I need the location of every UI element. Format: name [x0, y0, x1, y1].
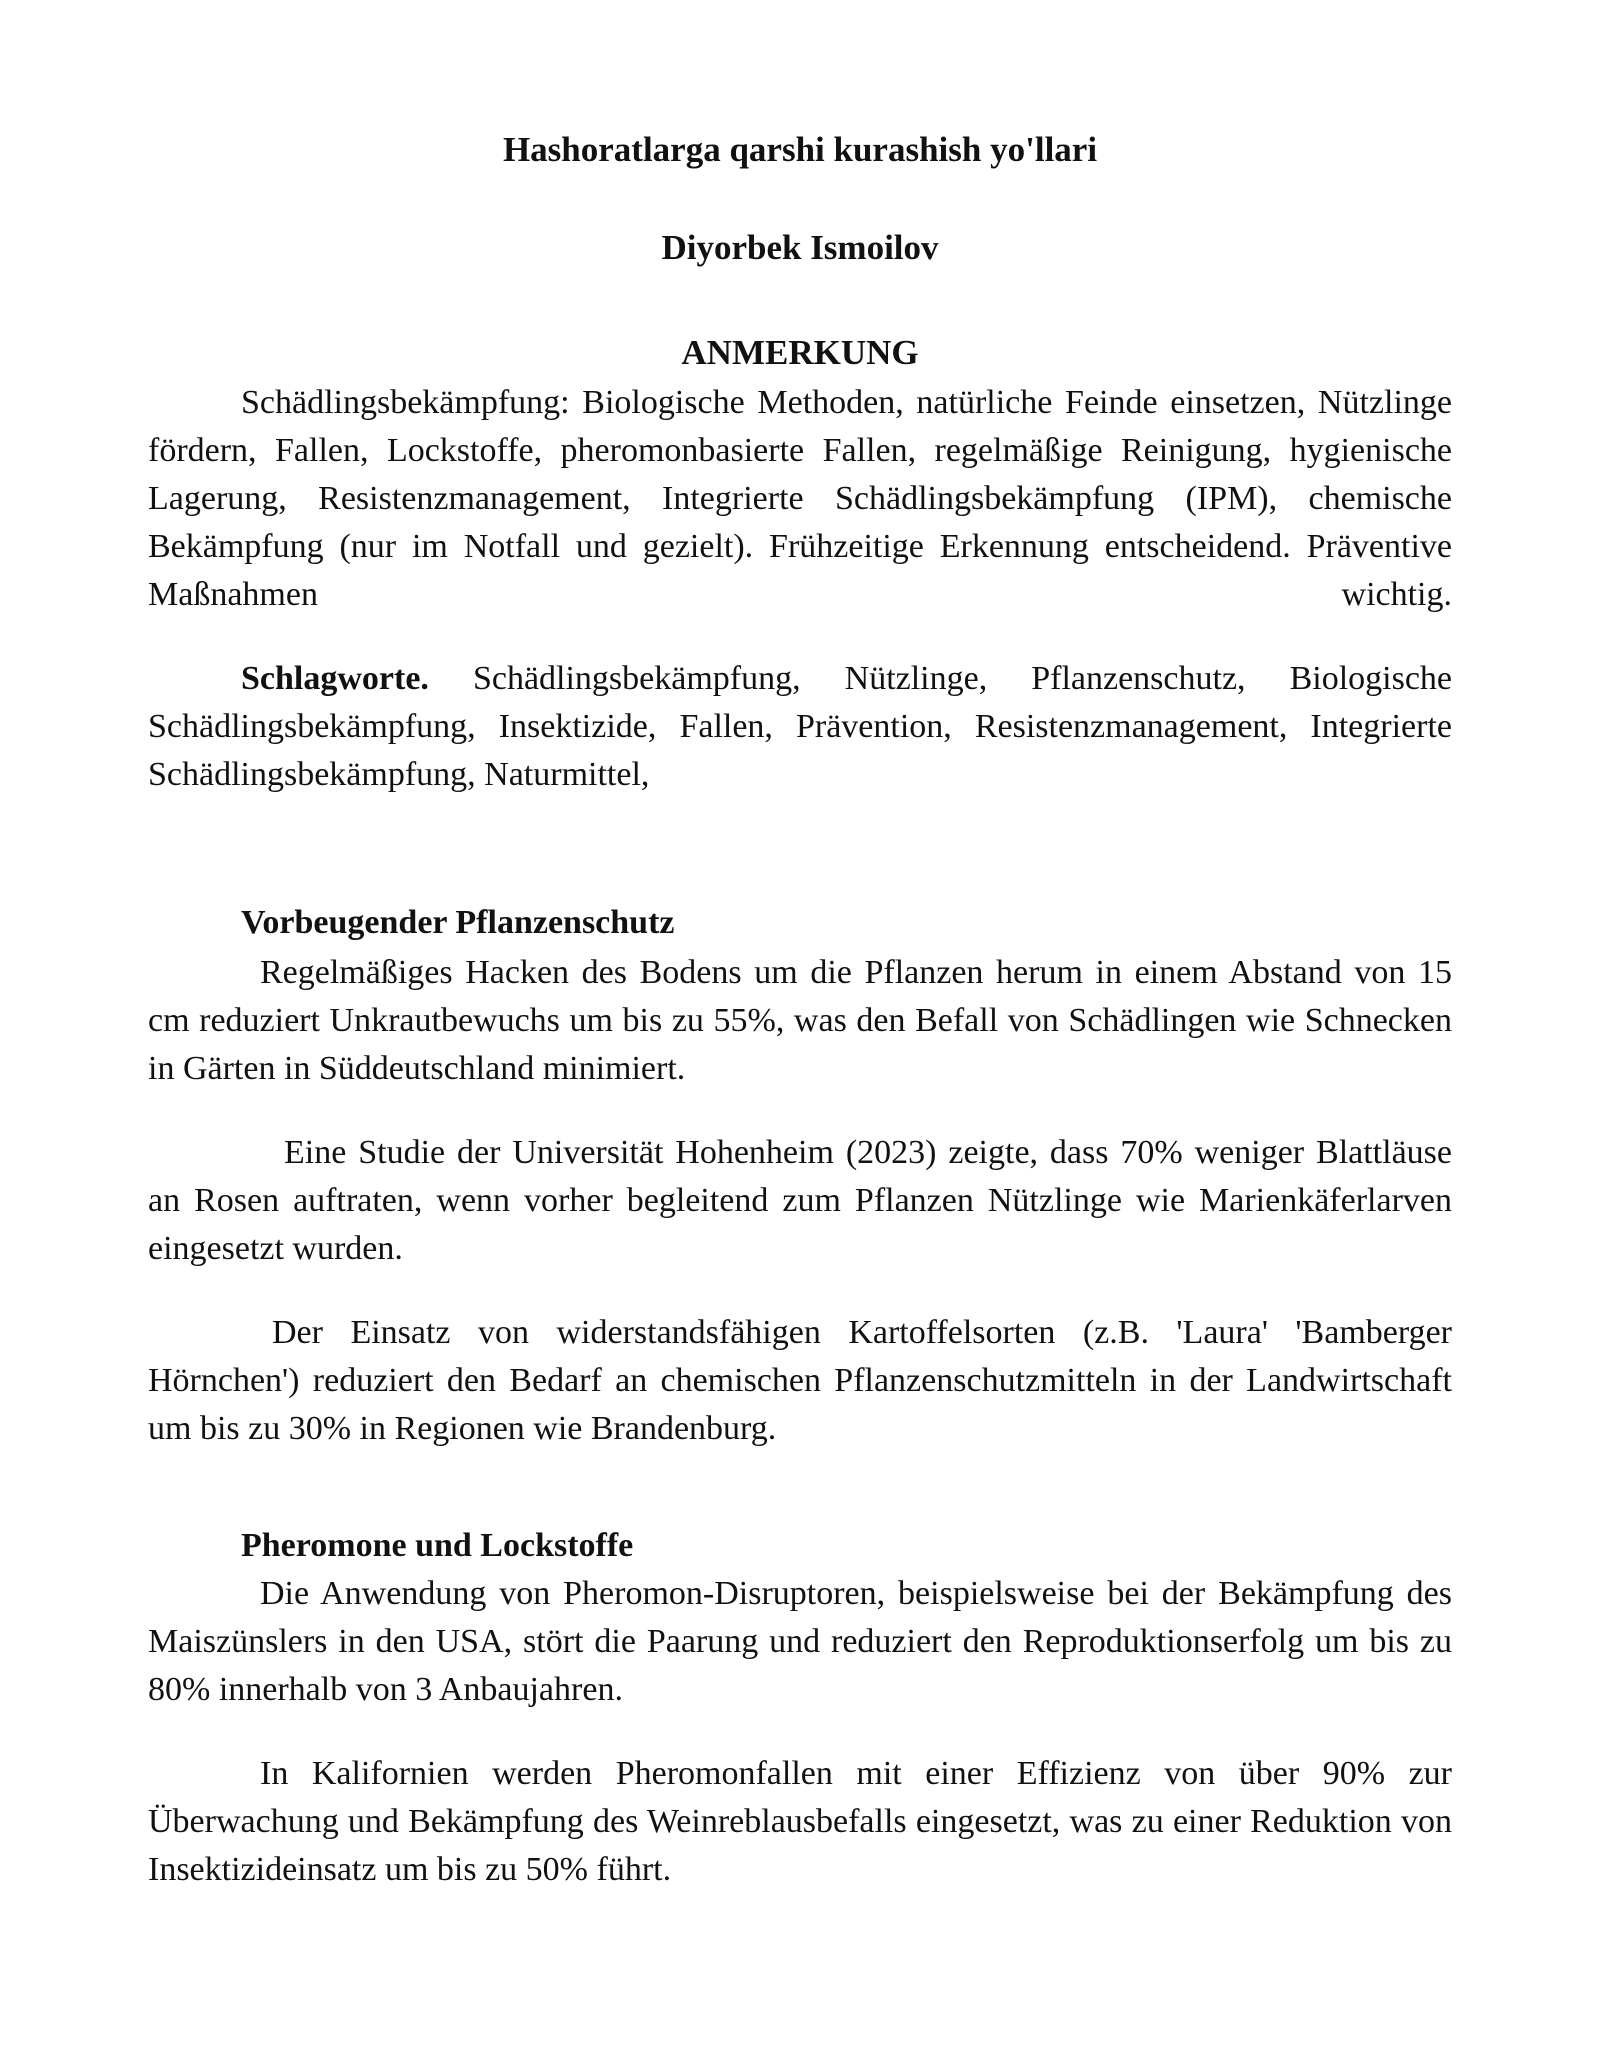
pheromones-paragraph-2: In Kalifornien werden Pheromonfallen mit einer Effizienz von über 90% zur Überwachung und Bekämpfung des Weinreblausbefalls eingesetzt, was zu einer Reduktion von Insektizideinsatz um bis zu 50% führt. — [148, 1755, 1452, 1888]
prevention-paragraph-1: Regelmäßiges Hacken des Bodens um die Pflanzen herum in einem Abstand von 15 cm reduziert Unkrautbewuchs um bis zu 55%, was den Befall von Schädlingen wie Schnecken in Gärten in Süddeutschland minimiert. — [148, 954, 1452, 1087]
document-title: Hashoratlarga qarshi kurashish yo'llari — [502, 130, 1098, 169]
prevention-paragraph-2: Eine Studie der Universität Hohenheim (2023) zeigte, dass 70% weniger Blattläuse an Rosen auftraten, wenn vorher begleitend zum Pflanzen Nützlinge wie Marienkäferlarven eingesetzt wurden. — [148, 1134, 1452, 1267]
section-heading-prevention: Vorbeugender Pflanzenschutz — [241, 904, 675, 941]
pheromones-paragraph-1: Die Anwendung von Pheromon-Disruptoren, beispielsweise bei der Bekämpfung des Maiszünslers in den USA, stört die Paarung und reduziert den Reproduktionserfolg um bis zu 80% innerhalb von 3 Anbaujahren. — [148, 1575, 1452, 1708]
abstract-text: Schädlingsbekämpfung: Biologische Methoden, natürliche Feinde einsetzen, Nützlinge fördern, Fallen, Lockstoffe, pheromonbasierte Fallen, regelmäßige Reinigung, hygienische Lagerung, Resistenzmanagement, Integrierte Schädlingsbekämpfung (IPM), chemische Bekämpfung (nur im Notfall und gezielt). Frühzeitige Erkennung entscheidend. Präventive Maßnahmen wichtig. — [148, 384, 1452, 613]
keywords-label: Schlagworte. — [241, 660, 429, 697]
abstract-heading: ANMERKUNG — [681, 333, 919, 372]
keywords-paragraph — [148, 655, 1452, 799]
author-name: Diyorbek Ismoilov — [661, 228, 939, 267]
prevention-paragraph-3: Der Einsatz von widerstandsfähigen Kartoffelsorten (z.B. 'Laura' 'Bamberger Hörnchen') reduziert den Bedarf an chemischen Pflanzenschutzmitteln in der Landwirtschaft um bis zu 30% in Regionen wie Brandenburg. — [148, 1314, 1452, 1447]
section-heading-pheromones: Pheromone und Lockstoffe — [241, 1527, 634, 1564]
keywords-text: Schädlingsbekämpfung, Nützlinge, Pflanzenschutz, Biologische Schädlingsbekämpfung, Insektizide, Fallen, Prävention, Resistenzmanagement, Integrierte Schädlingsbekämpfung, Naturmittel, — [148, 660, 1452, 793]
